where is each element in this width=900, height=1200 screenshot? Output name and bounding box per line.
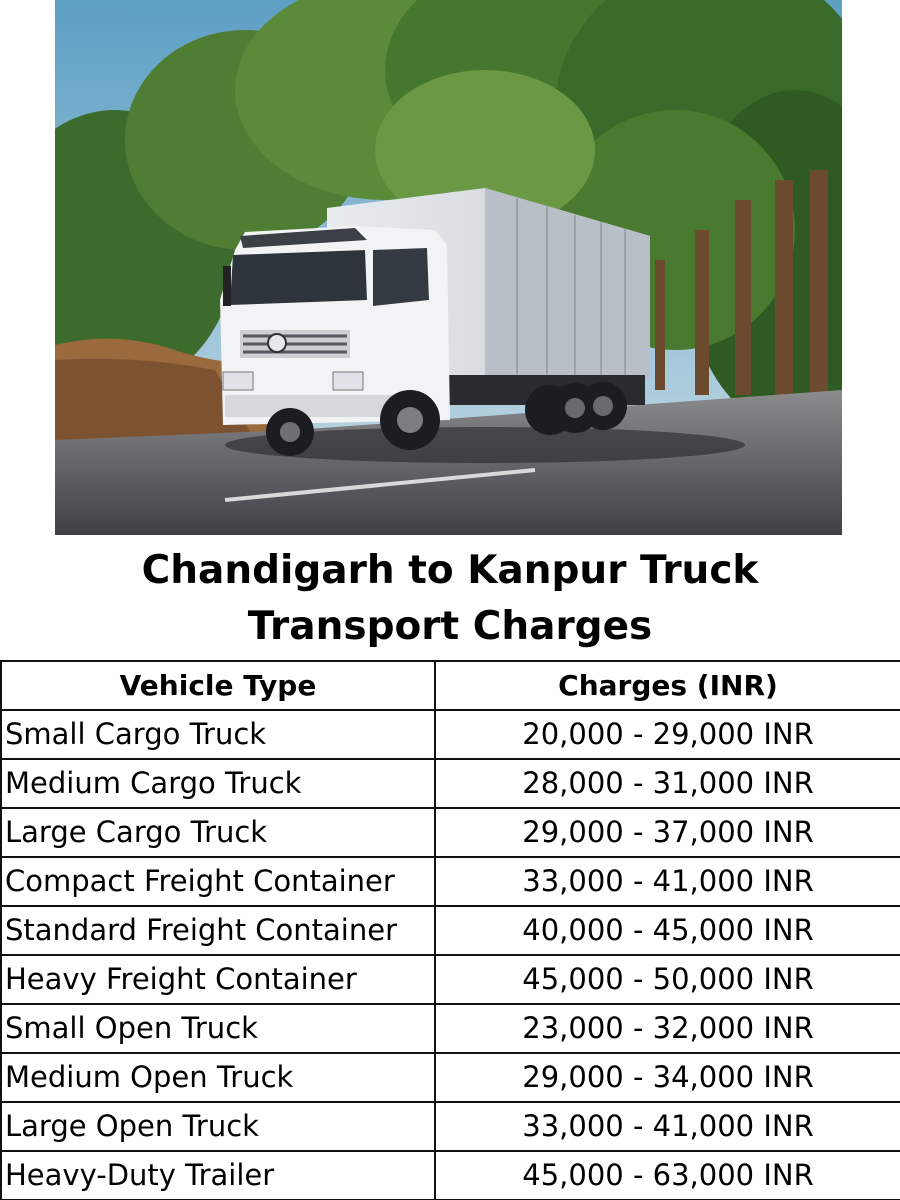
transport-charges-table [0, 660, 900, 1200]
truck-hero-image [55, 0, 842, 535]
vehicle-type-cell: Compact Freight Container [1, 857, 435, 906]
table-row [1, 955, 900, 1004]
charge-cell: 45,000 - 50,000 INR [435, 955, 900, 1004]
table-row [1, 857, 900, 906]
charge-cell: 33,000 - 41,000 INR [435, 1102, 900, 1151]
charge-cell: 20,000 - 29,000 INR [435, 710, 900, 759]
charge-cell: 40,000 - 45,000 INR [435, 906, 900, 955]
header-vehicle-type: Vehicle Type [1, 661, 435, 710]
charge-cell: 33,000 - 41,000 INR [435, 857, 900, 906]
vehicle-type-cell: Small Open Truck [1, 1004, 435, 1053]
charge-cell: 29,000 - 37,000 INR [435, 808, 900, 857]
table-row [1, 759, 900, 808]
charge-cell: 28,000 - 31,000 INR [435, 759, 900, 808]
charge-cell: 29,000 - 34,000 INR [435, 1053, 900, 1102]
table-row [1, 1004, 900, 1053]
header-charges: Charges (INR) [435, 661, 900, 710]
vehicle-type-cell: Large Open Truck [1, 1102, 435, 1151]
vehicle-type-cell: Standard Freight Container [1, 906, 435, 955]
charge-cell: 23,000 - 32,000 INR [435, 1004, 900, 1053]
title-line-1: Chandigarh to Kanpur Truck [141, 548, 759, 593]
table-row [1, 1102, 900, 1151]
vehicle-type-cell: Large Cargo Truck [1, 808, 435, 857]
charge-cell: 45,000 - 63,000 INR [435, 1151, 900, 1200]
table-row [1, 906, 900, 955]
page-title [0, 543, 900, 655]
vehicle-type-cell: Medium Open Truck [1, 1053, 435, 1102]
vehicle-type-cell: Medium Cargo Truck [1, 759, 435, 808]
table-row [1, 1053, 900, 1102]
vehicle-type-cell: Heavy-Duty Trailer [1, 1151, 435, 1200]
table-row [1, 710, 900, 759]
table-header-row [1, 661, 900, 710]
title-line-2: Transport Charges [247, 604, 653, 649]
vehicle-type-cell: Small Cargo Truck [1, 710, 435, 759]
vehicle-type-cell: Heavy Freight Container [1, 955, 435, 1004]
table-row [1, 1151, 900, 1200]
truck-on-road-illustration [55, 0, 842, 535]
table-row [1, 808, 900, 857]
